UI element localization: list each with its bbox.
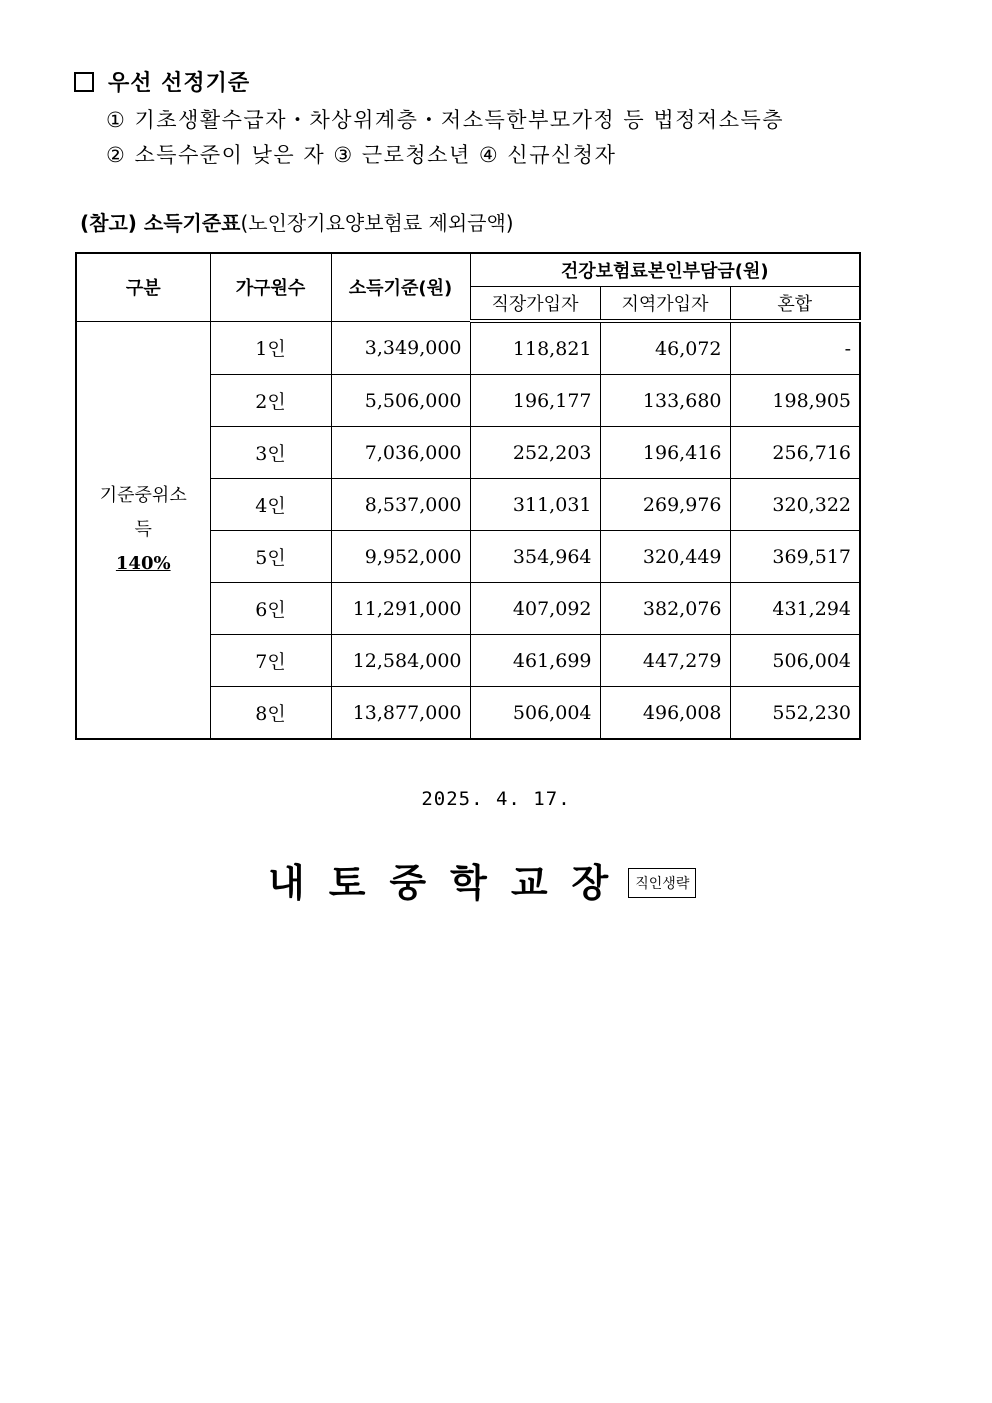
table-caption-note: (노인장기요양보험료 제외금액) [240,211,514,235]
header-household: 가구원수 [210,253,331,321]
group-label-line1: 기준중위소 [99,484,187,506]
regional-cell: 46,072 [600,321,730,375]
header-regional: 지역가입자 [600,287,730,322]
mixed-cell: 506,004 [730,635,860,687]
mixed-cell: 369,517 [730,531,860,583]
income-criteria-table [75,252,861,740]
employee-cell: 311,031 [470,479,600,531]
household-cell: 1인 [210,321,331,375]
employee-cell: 407,092 [470,583,600,635]
income-cell: 3,349,000 [331,321,470,375]
regional-cell: 447,279 [600,635,730,687]
table-row [76,321,860,375]
household-cell: 7인 [210,635,331,687]
employee-cell: 118,821 [470,321,600,375]
group-label-cell [76,321,210,739]
household-cell: 4인 [210,479,331,531]
group-label-line2: 득 [134,518,152,540]
income-cell: 8,537,000 [331,479,470,531]
mixed-cell: - [730,321,860,375]
household-cell: 6인 [210,583,331,635]
income-cell: 9,952,000 [331,531,470,583]
regional-cell: 133,680 [600,375,730,427]
mixed-cell: 431,294 [730,583,860,635]
income-cell: 13,877,000 [331,687,470,740]
regional-cell: 269,976 [600,479,730,531]
table-caption [80,207,514,236]
household-cell: 3인 [210,427,331,479]
household-cell: 2인 [210,375,331,427]
employee-cell: 506,004 [470,687,600,740]
criteria-line-2: ② 소득수준이 낮은 자 ③ 근로청소년 ④ 신규신청자 [106,143,617,167]
mixed-cell: 320,322 [730,479,860,531]
header-income: 소득기준(원) [331,253,470,321]
mixed-cell: 256,716 [730,427,860,479]
income-cell: 5,506,000 [331,375,470,427]
group-percent: 140% [115,552,171,574]
income-cell: 7,036,000 [331,427,470,479]
mixed-cell: 198,905 [730,375,860,427]
header-category: 구분 [76,253,210,321]
seal-omitted-box: 직인생략 [628,868,696,898]
header-insurance: 건강보험료본인부담금(원) [470,253,860,287]
table-caption-title: (참고) 소득기준표 [80,211,241,235]
principal-title: 내토중학교장 [268,861,633,905]
employee-cell: 354,964 [470,531,600,583]
household-cell: 8인 [210,687,331,740]
section-heading [74,66,250,97]
section-heading-text: 우선 선정기준 [108,71,251,96]
employee-cell: 461,699 [470,635,600,687]
regional-cell: 382,076 [600,583,730,635]
employee-cell: 196,177 [470,375,600,427]
income-cell: 12,584,000 [331,635,470,687]
mixed-cell: 552,230 [730,687,860,740]
regional-cell: 320,449 [600,531,730,583]
signature-block [268,852,696,907]
regional-cell: 496,008 [600,687,730,740]
header-employee: 직장가입자 [470,287,600,322]
income-cell: 11,291,000 [331,583,470,635]
household-cell: 5인 [210,531,331,583]
header-mixed: 혼합 [730,287,860,322]
criteria-line-1: ① 기초생활수급자・차상위계층・저소득한부모가정 등 법정저소득층 [106,108,785,132]
checkbox-square-icon [74,72,94,92]
document-date: 2025. 4. 17. [421,788,571,810]
regional-cell: 196,416 [600,427,730,479]
employee-cell: 252,203 [470,427,600,479]
